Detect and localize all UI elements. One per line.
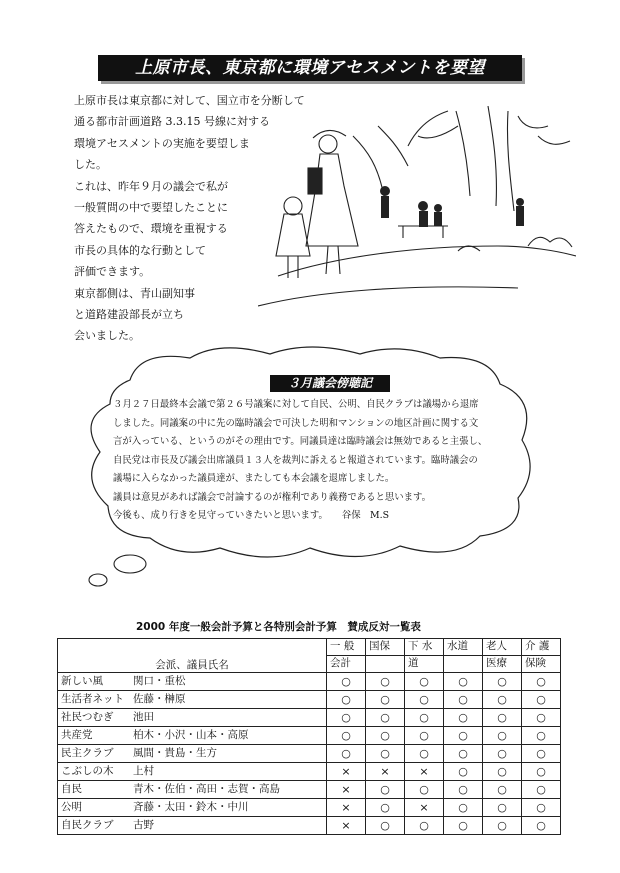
member-names: 古野	[130, 817, 327, 835]
cloud-article	[113, 396, 513, 526]
cloud-line: しました。同議案の中に先の臨時議会で可決した明和マンションの地区計画に関する文	[113, 417, 479, 429]
table-row	[58, 745, 561, 763]
cloud-line: 議場に入らなかった議員達が、またしても本会議を退席しました。	[113, 473, 395, 484]
lead-line: 上原市長は東京都に対して、国立市を分断して	[74, 94, 305, 107]
vote-mark: ○	[444, 781, 483, 799]
header-col-rojin-2: 医療	[483, 656, 522, 673]
headline: 上原市長、東京都に環境アセスメントを要望	[98, 55, 522, 81]
cloud-title: ３月議会傍聴記	[270, 375, 390, 392]
lead-line: 答えたもので、環境を重視する	[74, 222, 228, 236]
member-names: 柏木・小沢・山本・高原	[130, 727, 327, 745]
member-names: 関口・重松	[130, 673, 327, 691]
cloud-line: 今後も、成り行きを見守っていきたいと思います。 谷保 M.S	[113, 510, 390, 521]
cloud-line: 言が入っている、というのがその理由です。同議員達は臨時議会は無効であると主張し、	[113, 436, 488, 447]
party-name: 自民	[58, 781, 131, 799]
table-row	[58, 817, 561, 835]
vote-mark: ○	[327, 691, 366, 709]
header-col-suido: 水道	[444, 639, 483, 656]
vote-mark: ○	[444, 799, 483, 817]
member-names: 池田	[130, 709, 327, 727]
header-col-kokuho-2	[366, 656, 405, 673]
header-col-kaigo: 介 護	[522, 639, 561, 656]
vote-mark: ○	[444, 817, 483, 835]
vote-mark: ○	[366, 745, 405, 763]
vote-mark: ○	[483, 763, 522, 781]
party-name: 民主クラブ	[58, 745, 131, 763]
vote-mark: ○	[405, 691, 444, 709]
lead-line: 市長の具体的な行動として	[74, 243, 206, 257]
vote-mark: ○	[444, 709, 483, 727]
vote-mark: ○	[522, 781, 561, 799]
vote-mark: ×	[327, 799, 366, 817]
vote-mark: ×	[327, 781, 366, 799]
header-col-general-2: 会計	[327, 656, 366, 673]
table-row	[58, 799, 561, 817]
vote-mark: ○	[522, 745, 561, 763]
vote-mark: ○	[366, 709, 405, 727]
table-row	[58, 727, 561, 745]
vote-mark: ×	[366, 763, 405, 781]
vote-mark: ○	[522, 799, 561, 817]
vote-mark: ×	[405, 763, 444, 781]
table-row	[58, 763, 561, 781]
vote-mark: ○	[444, 691, 483, 709]
vote-table	[57, 638, 561, 835]
vote-mark: ○	[483, 799, 522, 817]
table-row	[58, 781, 561, 799]
member-names: 佐藤・榊原	[130, 691, 327, 709]
vote-mark: ○	[405, 727, 444, 745]
table-row	[58, 673, 561, 691]
vote-mark: ○	[444, 673, 483, 691]
lead-line: これは、昨年９月の議会で私が	[74, 179, 228, 193]
vote-mark: ○	[483, 745, 522, 763]
vote-mark: ○	[327, 709, 366, 727]
vote-mark: ○	[444, 745, 483, 763]
lead-line: 東京都側は、青山副知事	[74, 286, 195, 300]
party-name: 新しい風	[58, 673, 131, 691]
vote-mark: ○	[327, 745, 366, 763]
table-row	[58, 691, 561, 709]
lead-line: 会いました。	[74, 329, 140, 343]
vote-mark: ○	[522, 691, 561, 709]
header-col-kokuho: 国保	[366, 639, 405, 656]
vote-mark: ○	[522, 727, 561, 745]
lead-line: 環境アセスメントの実施を要望しま	[74, 136, 250, 150]
vote-mark: ○	[522, 763, 561, 781]
vote-mark: ○	[366, 781, 405, 799]
vote-mark: ○	[366, 691, 405, 709]
member-names: 風間・貴島・生方	[130, 745, 327, 763]
vote-mark: ○	[522, 673, 561, 691]
vote-mark: ○	[483, 781, 522, 799]
vote-mark: ○	[483, 709, 522, 727]
vote-mark: ○	[483, 727, 522, 745]
party-name: 自民クラブ	[58, 817, 131, 835]
party-name: 社民つむぎ	[58, 709, 131, 727]
vote-mark: ○	[405, 673, 444, 691]
vote-mark: ○	[444, 763, 483, 781]
vote-mark: ○	[522, 709, 561, 727]
table-title: 2000 年度一般会計予算と各特別会計予算 賛成反対一覧表	[136, 621, 421, 633]
vote-mark: ○	[483, 673, 522, 691]
vote-mark: ○	[366, 727, 405, 745]
vote-mark: ○	[483, 817, 522, 835]
vote-mark: ×	[405, 799, 444, 817]
cloud-line: ３月２７日最終本会議で第２６号議案に対して自民、公明、自民クラブは議場から退席	[113, 399, 479, 410]
vote-mark: ○	[405, 781, 444, 799]
lead-line: 通る都市計画道路 3.3.15 号線に対する	[74, 115, 270, 129]
header-col-rojin: 老人	[483, 639, 522, 656]
party-name: 共産党	[58, 727, 131, 745]
vote-mark: ×	[327, 817, 366, 835]
header-col-gesui: 下 水	[405, 639, 444, 656]
park-illustration	[258, 106, 576, 324]
vote-mark: ○	[327, 673, 366, 691]
header-col-gesui-2: 道	[405, 656, 444, 673]
member-names: 上村	[130, 763, 327, 781]
vote-mark: ○	[405, 709, 444, 727]
vote-mark: ×	[327, 763, 366, 781]
table-header-row	[58, 639, 561, 656]
lead-line: 評価できます。	[74, 265, 151, 279]
vote-mark: ○	[444, 727, 483, 745]
party-name: こぶしの木	[58, 763, 131, 781]
member-names: 青木・佐伯・高田・志賀・高島	[130, 781, 327, 799]
vote-mark: ○	[522, 817, 561, 835]
lead-line: と道路建設部長が立ち	[74, 308, 184, 322]
cloud-line: 自民党は市長及び議会出席議員１３人を裁判に訴えると報道されています。臨時議会の	[113, 454, 478, 466]
header-col-kaigo-2: 保険	[522, 656, 561, 673]
vote-mark: ○	[366, 817, 405, 835]
party-name: 生活者ネット	[58, 691, 131, 709]
vote-mark: ○	[366, 673, 405, 691]
vote-mark: ○	[327, 727, 366, 745]
lead-line: した。	[74, 158, 107, 172]
header-col-general: 一 般	[327, 639, 366, 656]
header-col-suido-2	[444, 656, 483, 673]
vote-mark: ○	[405, 745, 444, 763]
vote-mark: ○	[366, 799, 405, 817]
header-members: 会派、議員氏名	[58, 639, 327, 673]
party-name: 公明	[58, 799, 131, 817]
vote-mark: ○	[483, 691, 522, 709]
vote-mark: ○	[405, 817, 444, 835]
cloud-line: 議員は意見があれば議会で討論するのが権利であり義務であると思います。	[113, 491, 432, 503]
lead-line: 一般質問の中で要望したことに	[74, 201, 228, 215]
member-names: 斉藤・太田・鈴木・中川	[130, 799, 327, 817]
table-row	[58, 709, 561, 727]
